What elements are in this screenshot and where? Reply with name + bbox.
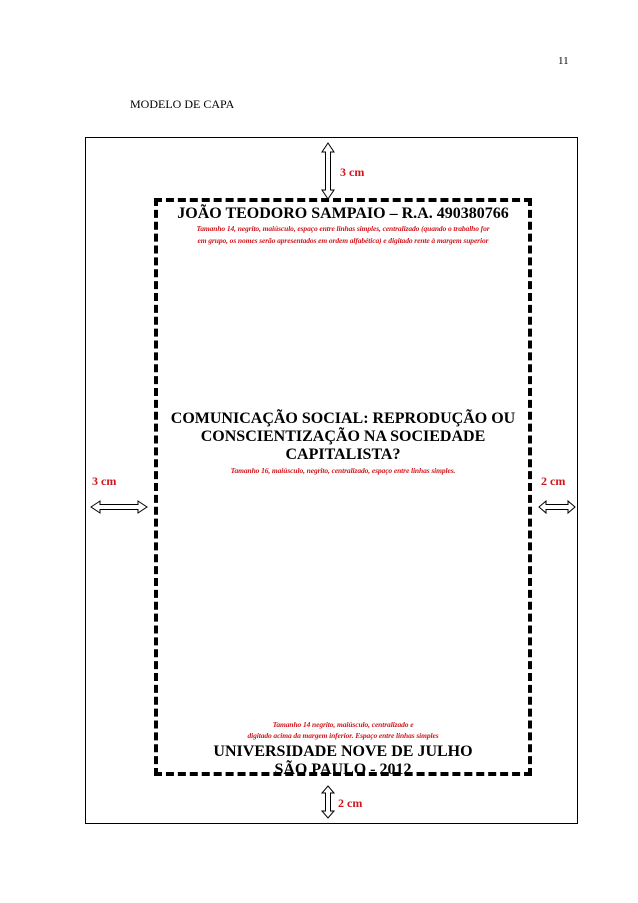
work-title-line: COMUNICAÇÃO SOCIAL: REPRODUÇÃO OU xyxy=(170,410,516,427)
work-title-line: CONSCIENTIZAÇÃO NA SOCIEDADE xyxy=(200,428,486,445)
vertical-double-arrow-icon xyxy=(320,142,336,200)
institution-name: UNIVERSIDADE NOVE DE JULHO xyxy=(213,743,473,760)
horizontal-double-arrow-icon xyxy=(538,499,576,515)
horizontal-double-arrow-icon xyxy=(90,499,148,515)
institution-note-line: digitado acima da margem inferior. Espaço entre linhas simples xyxy=(247,731,439,740)
institution-note-line: Tamanho 14 negrito, maiúsculo, centralizado e xyxy=(272,720,414,729)
left-margin-label: 3 cm xyxy=(92,474,117,488)
top-margin-label: 3 cm xyxy=(340,165,365,179)
margin-area-dashed xyxy=(154,198,532,776)
city-year: SÃO PAULO - 2012 xyxy=(274,761,412,778)
author-name: JOÃO TEODORO SAMPAIO – R.A. 490380766 xyxy=(177,205,509,222)
work-title-note: Tamanho 16, maiúsculo, negrito, centralizado, espaço entre linhas simples. xyxy=(230,466,456,475)
author-block xyxy=(158,205,528,247)
author-note-line: Tamanho 14, negrito, maiúsculo, espaço entre linhas simples, centralizado (quando o trabalho for xyxy=(196,224,490,233)
page-number: 11 xyxy=(558,55,569,67)
author-note-line: em grupo, os nomes serão apresentados em ordem alfabética) e digitado rente à margem superior xyxy=(197,236,489,245)
section-heading: MODELO DE CAPA xyxy=(130,97,235,111)
vertical-double-arrow-icon xyxy=(320,785,336,819)
work-title-line: CAPITALISTA? xyxy=(285,446,401,463)
institution-block xyxy=(158,719,528,779)
work-title-block xyxy=(158,410,528,478)
bottom-margin-label: 2 cm xyxy=(338,796,363,810)
right-margin-label: 2 cm xyxy=(541,474,566,488)
